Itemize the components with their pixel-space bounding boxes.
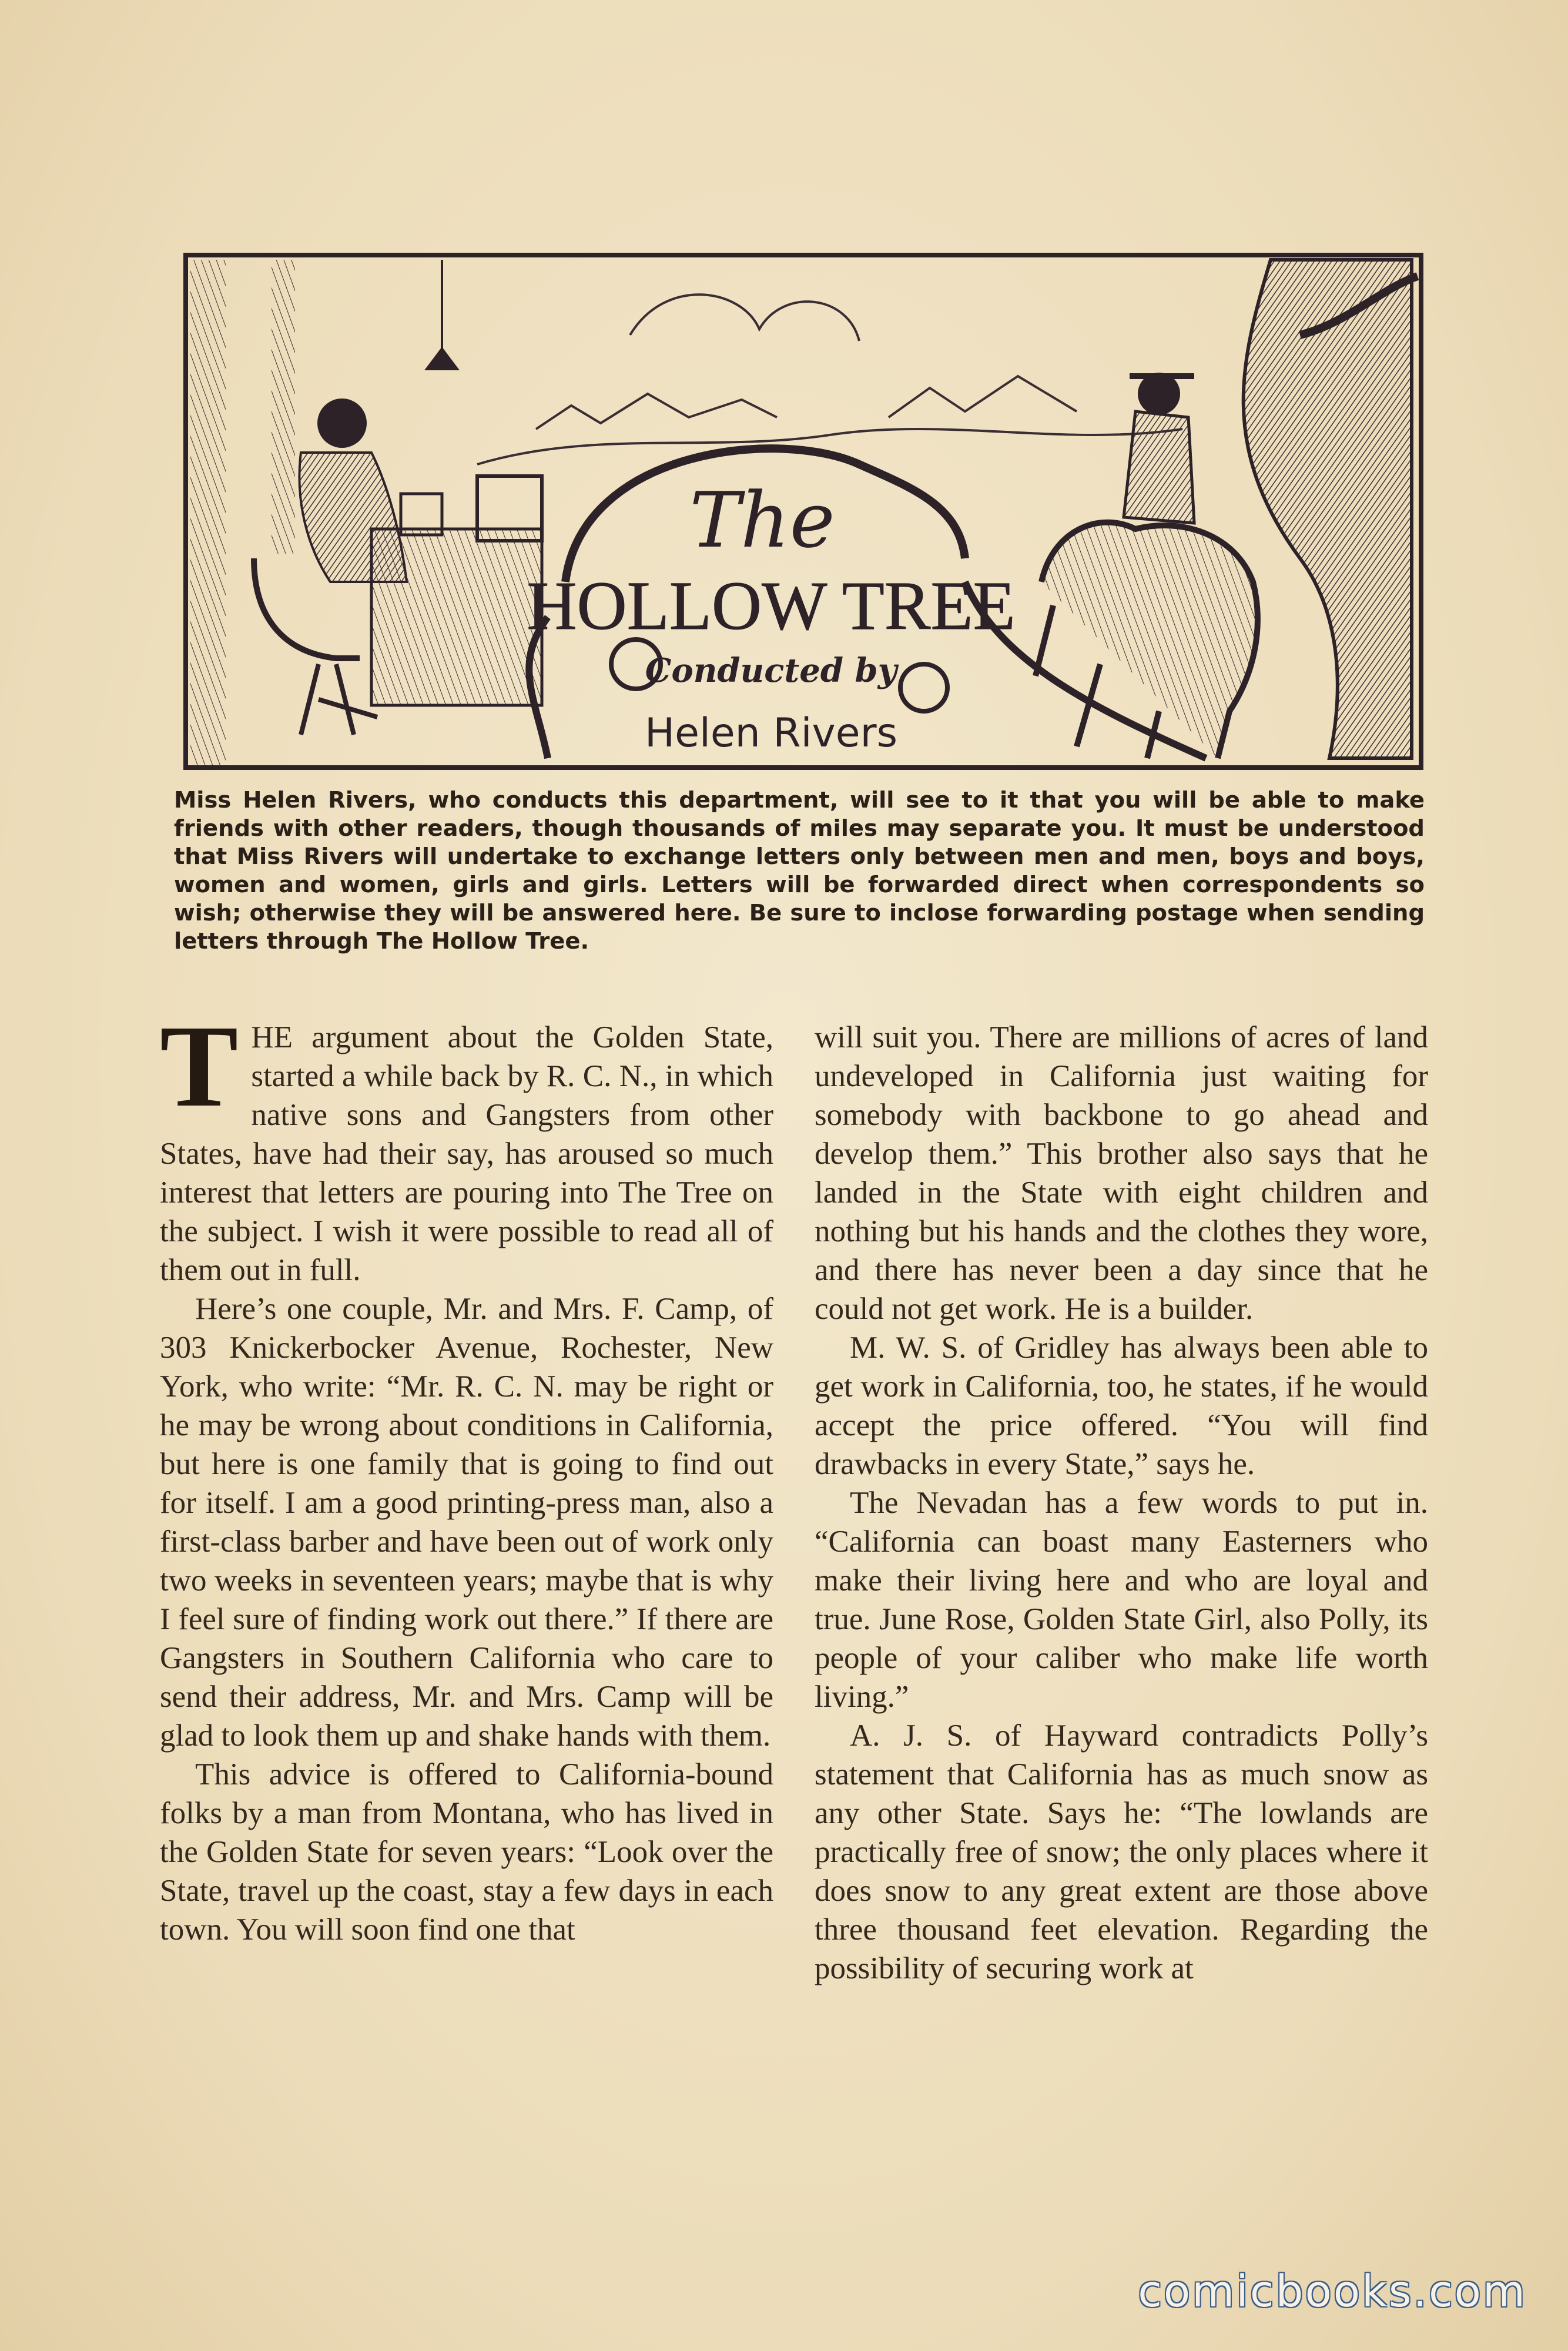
writer-figure	[317, 398, 367, 448]
editor-name: Helen Rivers	[644, 710, 898, 756]
article-paragraph: Here’s one couple, Mr. and Mrs. F. Camp, of 303 Knickerbocker Avenue, Rochester, New York, who write: “Mr. R. C. N. may be right or he may be wrong about conditions in California, but here is one family that is going to find out for itself. I am a good printing-press man, also a first-class barber and have been out of work only two weeks in seventeen years; maybe that is why I feel sure of finding work out there.” If there are Gangsters in Southern California who care to send their address, Mr. and Mrs. Camp will be glad to look them up and shake hands with them.	[160, 1292, 773, 1753]
lamp-drawing	[424, 347, 460, 370]
hollow-tree-banner	[183, 253, 1423, 770]
article-paragraph: A. J. S. of Hayward contradicts Polly’s statement that California has as much snow as any other State. Says he: “The lowlands are practically free of snow; the only places where it does snow to any great extent are those above three thousand feet elevation. Regarding the possibility of securing work at	[815, 1719, 1428, 1985]
clouds-drawing	[630, 294, 859, 341]
horse-rider-drawing	[1036, 523, 1258, 758]
article-paragraph: The Nevadan has a few words to put in. “California can boast many Easterners who make their living here and who are loyal and true. June Rose, Golden State Girl, also Polly, its people of your caliber who make life worth living.”	[815, 1486, 1428, 1714]
article-paragraph: M. W. S. of Gridley has always been able to get work in California, too, he states, if he would accept the price offered. “You will find drawbacks in every State,” says he.	[815, 1331, 1428, 1481]
article-paragraph: will suit you. There are millions of acres of land undeveloped in California just waiting for somebody with backbone to go ahead and develop them.” This brother also says that he landed in the State with eight children and nothing but his hands and the clothes they wore, and there has never been a day since that he could not get work. He is a builder.	[815, 1020, 1428, 1326]
tree-drawing	[1244, 260, 1412, 758]
paragraph-text: HE argument about the Golden State, started a while back by R. C. N., in which native sons and Gangsters from other States, have had their say, has aroused so much interest that letters are pouring into The Tree on the subject. I wish it were possible to read all of them out in full.	[160, 1020, 773, 1287]
article-right-column	[815, 1018, 1428, 1988]
header-illustration	[183, 253, 1423, 770]
title-main: HOLLOW TREE	[527, 567, 1016, 644]
article-paragraph: This advice is offered to California-bound folks by a man from Montana, who has lived in the Golden State for seven years: “Look over the State, travel up the coast, stay a few days in each town. You will soon find one that	[160, 1757, 773, 1947]
article-paragraph	[160, 1002, 773, 1290]
rosette-right	[900, 664, 947, 711]
title-script: The	[689, 475, 835, 565]
article-left-column	[160, 1002, 773, 1949]
department-caption	[174, 786, 1425, 956]
mountains-drawing	[536, 394, 777, 429]
conducted-by-label: Conducted by	[645, 651, 897, 690]
desk-drawing	[371, 529, 542, 705]
drop-cap: T	[160, 1002, 239, 1131]
caption-text: Miss Helen Rivers, who conducts this department, will see to it that you will be able to make friends with other readers, though thousands of miles may separate you. It must be understood that Miss Rivers will undertake to exchange letters only between men and men, boys and boys, women and women, girls and girls. Letters will be forwarded direct when correspondents so wish; otherwise they will be answered here. Be sure to inclose forwarding postage when sending letters through The Hollow Tree.	[174, 787, 1425, 955]
site-watermark: comicbooks.com	[1138, 2266, 1527, 2317]
